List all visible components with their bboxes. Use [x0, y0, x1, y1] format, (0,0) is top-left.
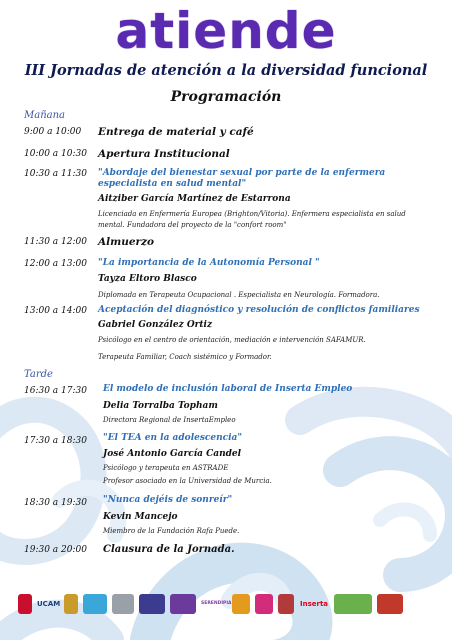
speaker-bio-line: Psicólogo y terapeuta en ASTRADE — [103, 464, 229, 472]
serendipia-logo: SERENDIPIA — [201, 601, 232, 606]
speaker-name: Delia Torralba Topham — [103, 401, 218, 411]
schedule-time: 16:30 a 17:30 — [24, 386, 87, 396]
schedule-time: 10:00 a 10:30 — [24, 149, 87, 159]
speaker-bio-line: Psicólogo en el centro de orientación, mediación e intervención SAFAMUR. — [98, 336, 366, 344]
speaker-bio-line: Diplomada en Terapeuta Ocupacional . Especialista en Neurología. Formadora. — [98, 291, 380, 299]
talk-title: "Abordaje del bienestar sexual por parte de la enfermera especialista en salud mental" — [98, 168, 386, 189]
schedule-time: 18:30 a 19:30 — [24, 498, 87, 508]
section-morning: Mañana — [24, 110, 66, 121]
speaker-bio-line: Miembro de la Fundación Rafa Puede. — [103, 527, 240, 535]
section-afternoon: Tarde — [24, 369, 53, 380]
sponsor-logo-6 — [139, 594, 165, 614]
ucam-logo: UCAM — [37, 600, 61, 608]
schedule-time: 19:30 a 20:00 — [24, 545, 87, 555]
speaker-name: Tayza Eltoro Blasco — [98, 274, 197, 284]
talk-title: "Nunca dejéis de sonreír" — [103, 495, 233, 505]
sponsor-logo-strip — [18, 594, 438, 616]
schedule-time: 9:00 a 10:00 — [24, 127, 82, 137]
program-heading: Programación — [170, 89, 282, 105]
schedule-title: Entrega de material y café — [98, 126, 254, 138]
sponsor-logo-5 — [112, 594, 134, 614]
region-murcia-logo — [18, 594, 32, 614]
talk-title: "El TEA en la adolescencia" — [103, 433, 243, 443]
talk-title: Aceptación del diagnóstico y resolución de conflictos familiares — [98, 305, 420, 315]
sponsor-logo-7 — [170, 594, 196, 614]
speaker-bio-line: Terapeuta Familiar, Coach sistémico y Formador. — [98, 353, 272, 361]
header-title: atiende — [115, 2, 337, 60]
sponsor-logo-10 — [255, 594, 273, 614]
event-title: III Jornadas de atención a la diversidad funcional — [24, 62, 428, 79]
speaker-bio-line: Licenciada en Enfermería Europea (Brighton/Vitoria). Enfermera especialista en salud — [98, 210, 406, 218]
sponsor-logo-14 — [377, 594, 403, 614]
schedule-time: 13:00 a 14:00 — [24, 306, 87, 316]
seal-logo — [64, 594, 78, 614]
speaker-name: Kevin Mancejo — [103, 512, 178, 522]
schedule-time: 11:30 a 12:00 — [24, 237, 87, 247]
schedule-title: Almuerzo — [98, 236, 155, 248]
talk-title: El modelo de inclusión laboral de Inserta Empleo — [103, 384, 353, 394]
schedule-time: 10:30 a 11:30 — [24, 169, 87, 179]
speaker-name: José Antonio García Candel — [103, 449, 242, 459]
astrade-logo — [83, 594, 107, 614]
schedule-time: 17:30 a 18:30 — [24, 436, 87, 446]
speaker-bio-line: Profesor asociado en la Universidad de Murcia. — [103, 477, 272, 485]
fundacion-logo — [334, 594, 372, 614]
talk-title: "La importancia de la Autonomía Personal " — [98, 258, 320, 268]
speaker-name: Aitziber García Martínez de Estarrona — [98, 194, 291, 204]
speaker-bio-line: Directora Regional de InsertaEmpleo — [103, 416, 236, 424]
sponsor-logo-9 — [232, 594, 250, 614]
inserta-logo: Inserta — [299, 600, 329, 608]
speaker-bio-line: mental. Fundadora del proyecto de la "confort room" — [98, 221, 287, 229]
schedule-title: Apertura Institucional — [98, 148, 230, 160]
schedule-time: 12:00 a 13:00 — [24, 259, 87, 269]
speaker-name: Gabriel González Ortiz — [98, 320, 213, 330]
sponsor-logo-11 — [278, 594, 294, 614]
schedule-title: Clausura de la Jornada. — [103, 544, 235, 555]
